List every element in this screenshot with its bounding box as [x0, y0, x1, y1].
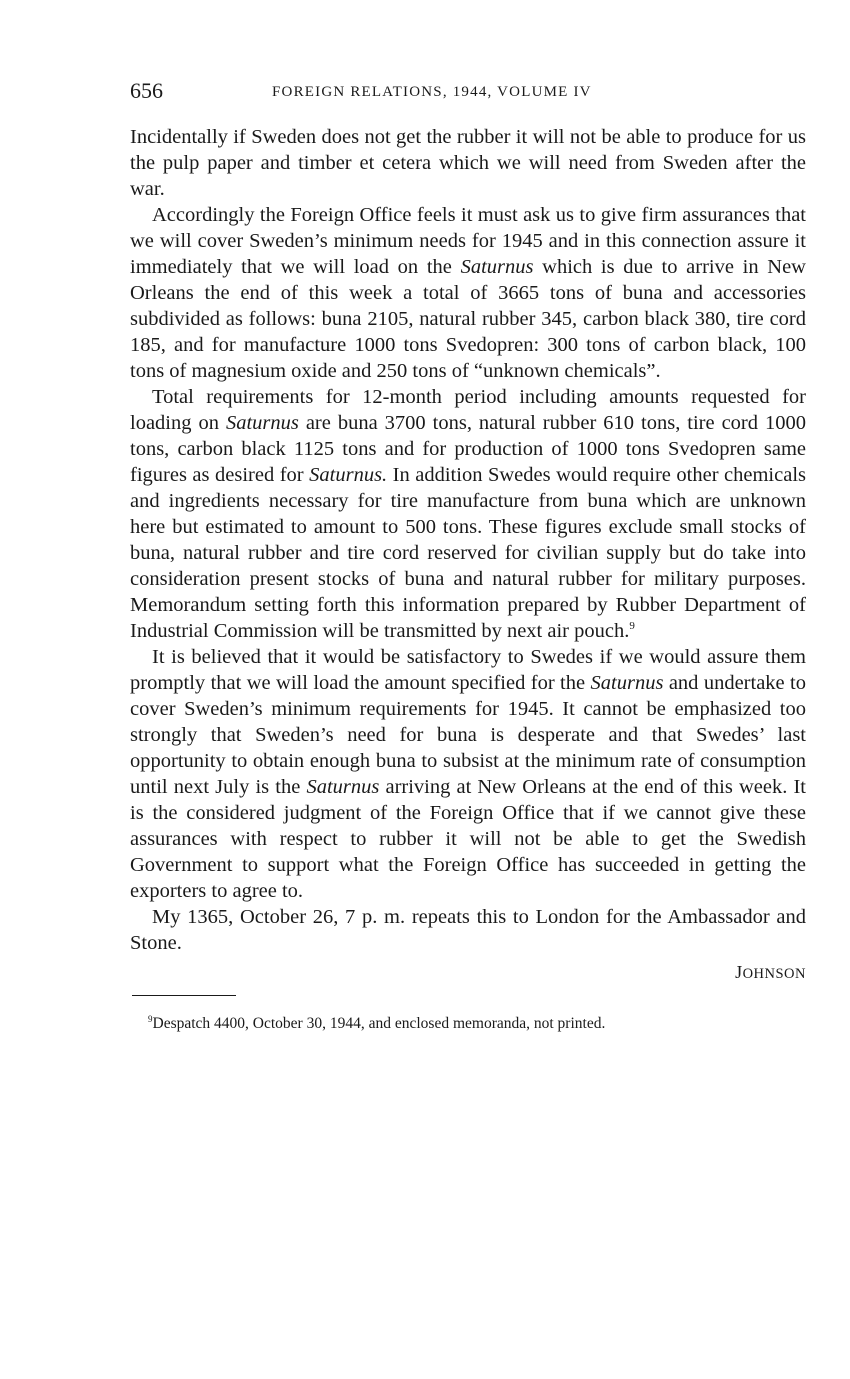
- paragraph-5: [130, 904, 806, 956]
- paragraph-1: [130, 124, 806, 202]
- paragraph-5-text: My 1365, October 26, 7 p. m. repeats this to London for the Ambassador and Stone.: [130, 906, 806, 954]
- document-page: [130, 78, 806, 1034]
- paragraph-2-text-b: which is due to arrive in New Orleans the end of this week a total of 3665 tons of buna and accessories subdivided as follows: buna 2105, natural rubber 345, carbon black 380, tire cord 185, and for manufacture 1000 tons Svedopren: 300 tons of carbon black, 100 tons of magnesium oxide and 250 tons of “unknown chemicals”.: [130, 256, 806, 382]
- ship-name: Saturnus.: [309, 464, 388, 486]
- paragraph-3: [130, 384, 806, 644]
- paragraph-4-text-c: arriving at New Orleans at the end of this week. It is the considered judgment of the Foreign Office that if we cannot give these assurances with respect to rubber it will not be able to get the Swedish Government to support what the Foreign Office has succeeded in getting the exporters to agree to.: [130, 776, 806, 902]
- paragraph-2: [130, 202, 806, 384]
- footnote-reference: 9: [629, 620, 635, 632]
- body-text: [130, 124, 806, 1034]
- paragraph-4: [130, 644, 806, 904]
- signature-rest: OHNSON: [742, 966, 806, 982]
- paragraph-2-text-a: Accordingly the Foreign Office feels it must ask us to give firm assurances that we will cover Sweden’s minimum needs for 1945 and in this connection assure it immediately that we will load on the: [130, 204, 806, 278]
- ship-name: Saturnus: [306, 776, 380, 798]
- paragraph-3-text-b: are buna 3700 tons, natural rubber 610 tons, tire cord 1000 tons, carbon black 1125 tons and for production of 1000 tons Svedopren same figures as desired for: [130, 412, 806, 486]
- paragraph-4-text-a: It is believed that it would be satisfactory to Swedes if we would assure them promptly that we will load the amount specified for the: [130, 646, 806, 694]
- paragraph-3-text-a: Total requirements for 12-month period including amounts requested for loading on: [130, 386, 806, 434]
- page-number: 656: [130, 78, 163, 103]
- paragraph-1-text: Incidentally if Sweden does not get the rubber it will not be able to produce for us the pulp paper and timber et cetera which we will need from Sweden after the war.: [130, 126, 806, 200]
- ship-name: Saturnus: [225, 412, 299, 434]
- paragraph-4-text-b: and undertake to cover Sweden’s minimum requirements for 1945. It cannot be emphasized too strongly that Sweden’s need for buna is desperate and that Swedes’ last opportunity to obtain enough buna to subsist at the minimum rate of consumption until next July is the: [130, 672, 806, 798]
- footnote-text: Despatch 4400, October 30, 1944, and enclosed memoranda, not printed.: [152, 1015, 606, 1032]
- ship-name: Saturnus: [460, 256, 534, 278]
- footnote-marker: 9: [148, 1014, 153, 1024]
- signature: [130, 962, 806, 983]
- paragraph-3-text-c: In addition Swedes would require other chemicals and ingredients necessary for tire manufacture from buna which are unknown here but estimated to amount to 500 tons. These figures exclude small stocks of buna, natural rubber and tire cord reserved for civilian supply but do take into consideration present stocks of buna and natural rubber for military purposes. Memorandum setting forth this information prepared by Rubber Department of Industrial Commission will be transmitted by next air pouch.: [130, 464, 806, 642]
- ship-name: Saturnus: [590, 672, 664, 694]
- running-title: FOREIGN RELATIONS, 1944, VOLUME IV: [272, 84, 592, 100]
- signature-initial: J: [735, 962, 743, 982]
- footnote-divider: [132, 995, 236, 996]
- footnote: [148, 1014, 806, 1034]
- running-head: [130, 78, 806, 112]
